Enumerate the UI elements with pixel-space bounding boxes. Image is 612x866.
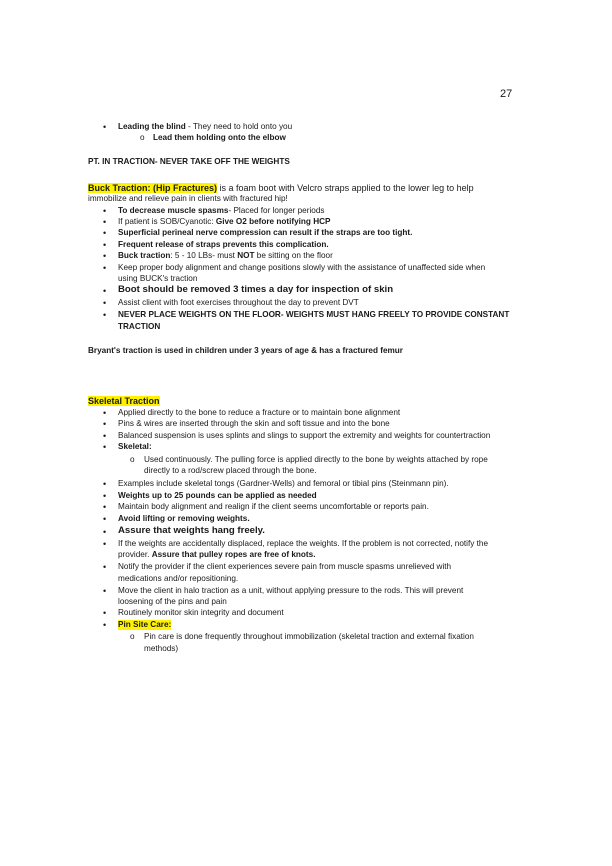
list-item: Applied directly to the bone to reduce a fracture or to maintain bone alignment: [118, 408, 401, 417]
sub-list-item-cont: directly to a rod/screw placed through the bone.: [144, 466, 317, 475]
list-item: If patient is SOB/Cyanotic: Give O2 before notifying HCP: [118, 217, 331, 226]
sub-bullet: o: [140, 133, 145, 142]
list-item: Move the client in halo traction as a unit, without applying pressure to the rods. This will prevent: [118, 586, 464, 595]
buck-intro-line-2: immobilize and relieve pain in clients with fractured hip!: [88, 194, 288, 203]
bullet: •: [103, 442, 107, 452]
list-item: Buck traction: 5 - 10 LBs- must NOT be sitting on the floor: [118, 251, 333, 260]
bullet: •: [103, 479, 107, 489]
list-item: If the weights are accidentally displaced, replace the weights. If the problem is not corrected, notify the: [118, 539, 489, 548]
list-item: Boot should be removed 3 times a day for inspection of skin: [118, 284, 394, 295]
pin-site-care-heading: Pin Site Care:: [118, 620, 172, 629]
bullet: •: [103, 298, 107, 308]
sub-list-item-cont: methods): [144, 644, 179, 653]
list-item: NEVER PLACE WEIGHTS ON THE FLOOR- WEIGHTS MUST HANG FREELY TO PROVIDE CONSTANT: [118, 310, 510, 319]
bullet: •: [103, 502, 107, 512]
sub-list-item: Used continuously. The pulling force is applied directly to the bone by weights attached by rope: [144, 455, 488, 464]
skeletal-heading: Skeletal Traction: [88, 396, 160, 406]
list-item: Avoid lifting or removing weights.: [118, 514, 250, 523]
list-item: To decrease muscle spasms- Placed for longer periods: [118, 206, 325, 215]
bullet: •: [103, 240, 107, 250]
list-item: Pins & wires are inserted through the skin and soft tissue and into the bone: [118, 419, 390, 428]
list-item: Frequent release of straps prevents this complication.: [118, 240, 329, 249]
list-item: Assist client with foot exercises throughout the day to prevent DVT: [118, 298, 359, 307]
list-item-cont: TRACTION: [118, 322, 161, 331]
list-item: Balanced suspension is uses splints and slings to support the extremity and weights for countertraction: [118, 431, 491, 440]
bullet: •: [103, 217, 107, 227]
bullet: •: [103, 263, 107, 273]
buck-heading: Buck Traction: (Hip Fractures): [88, 183, 218, 193]
list-item-cont: loosening of the pins and pain: [118, 597, 227, 606]
bullet: •: [103, 527, 107, 537]
bullet: •: [103, 514, 107, 524]
list-item-cont: provider. Assure that pulley ropes are free of knots.: [118, 550, 316, 559]
bullet: •: [103, 539, 107, 549]
list-item: Keep proper body alignment and change positions slowly with the assistance of unaffected side when: [118, 263, 486, 272]
list-item: Routinely monitor skin integrity and document: [118, 608, 284, 617]
bullet: •: [103, 608, 107, 618]
bullet: •: [103, 122, 107, 132]
bullet: •: [103, 251, 107, 261]
list-item: Leading the blind - They need to hold onto you: [118, 122, 293, 131]
bullet: •: [103, 206, 107, 216]
sub-bullet: o: [130, 455, 135, 464]
list-item: Examples include skeletal tongs (Gardner-Wells) and femoral or tibial pins (Steinmann pin).: [118, 479, 449, 488]
bullet: •: [103, 419, 107, 429]
sub-list-item: Pin care is done frequently throughout immobilization (skeletal traction and external fixation: [144, 632, 474, 641]
list-item: Notify the provider if the client experiences severe pain from muscle spasms unrelieved with: [118, 562, 452, 571]
list-item: Weights up to 25 pounds can be applied as needed: [118, 491, 317, 500]
list-item: Assure that weights hang freely.: [118, 525, 265, 536]
bullet: •: [103, 620, 107, 630]
page-number: 27: [500, 88, 513, 100]
bullet: •: [103, 562, 107, 572]
bullet: •: [103, 431, 107, 441]
bullet: •: [103, 310, 107, 320]
list-item: Superficial perineal nerve compression can result if the straps are too tight.: [118, 228, 413, 237]
bullet: •: [103, 586, 107, 596]
bullet: •: [103, 286, 107, 296]
sub-bullet: o: [130, 632, 135, 641]
bryant-note: Bryant's traction is used in children under 3 years of age & has a fractured femur: [88, 346, 403, 355]
sub-list-item: Lead them holding onto the elbow: [153, 133, 286, 142]
bullet: •: [103, 408, 107, 418]
buck-intro-line: Buck Traction: (Hip Fractures) is a foam boot with Velcro straps applied to the lower leg to help: [88, 183, 474, 193]
bullet: •: [103, 491, 107, 501]
list-item-cont: using BUCK's traction: [118, 274, 198, 283]
list-item: Skeletal:: [118, 442, 152, 451]
list-item: Maintain body alignment and realign if the client seems uncomfortable or reports pain.: [118, 502, 429, 511]
section-heading: PT. IN TRACTION- NEVER TAKE OFF THE WEIGHTS: [88, 157, 290, 166]
bullet: •: [103, 228, 107, 238]
list-item-cont: medications and/or repositioning.: [118, 574, 239, 583]
